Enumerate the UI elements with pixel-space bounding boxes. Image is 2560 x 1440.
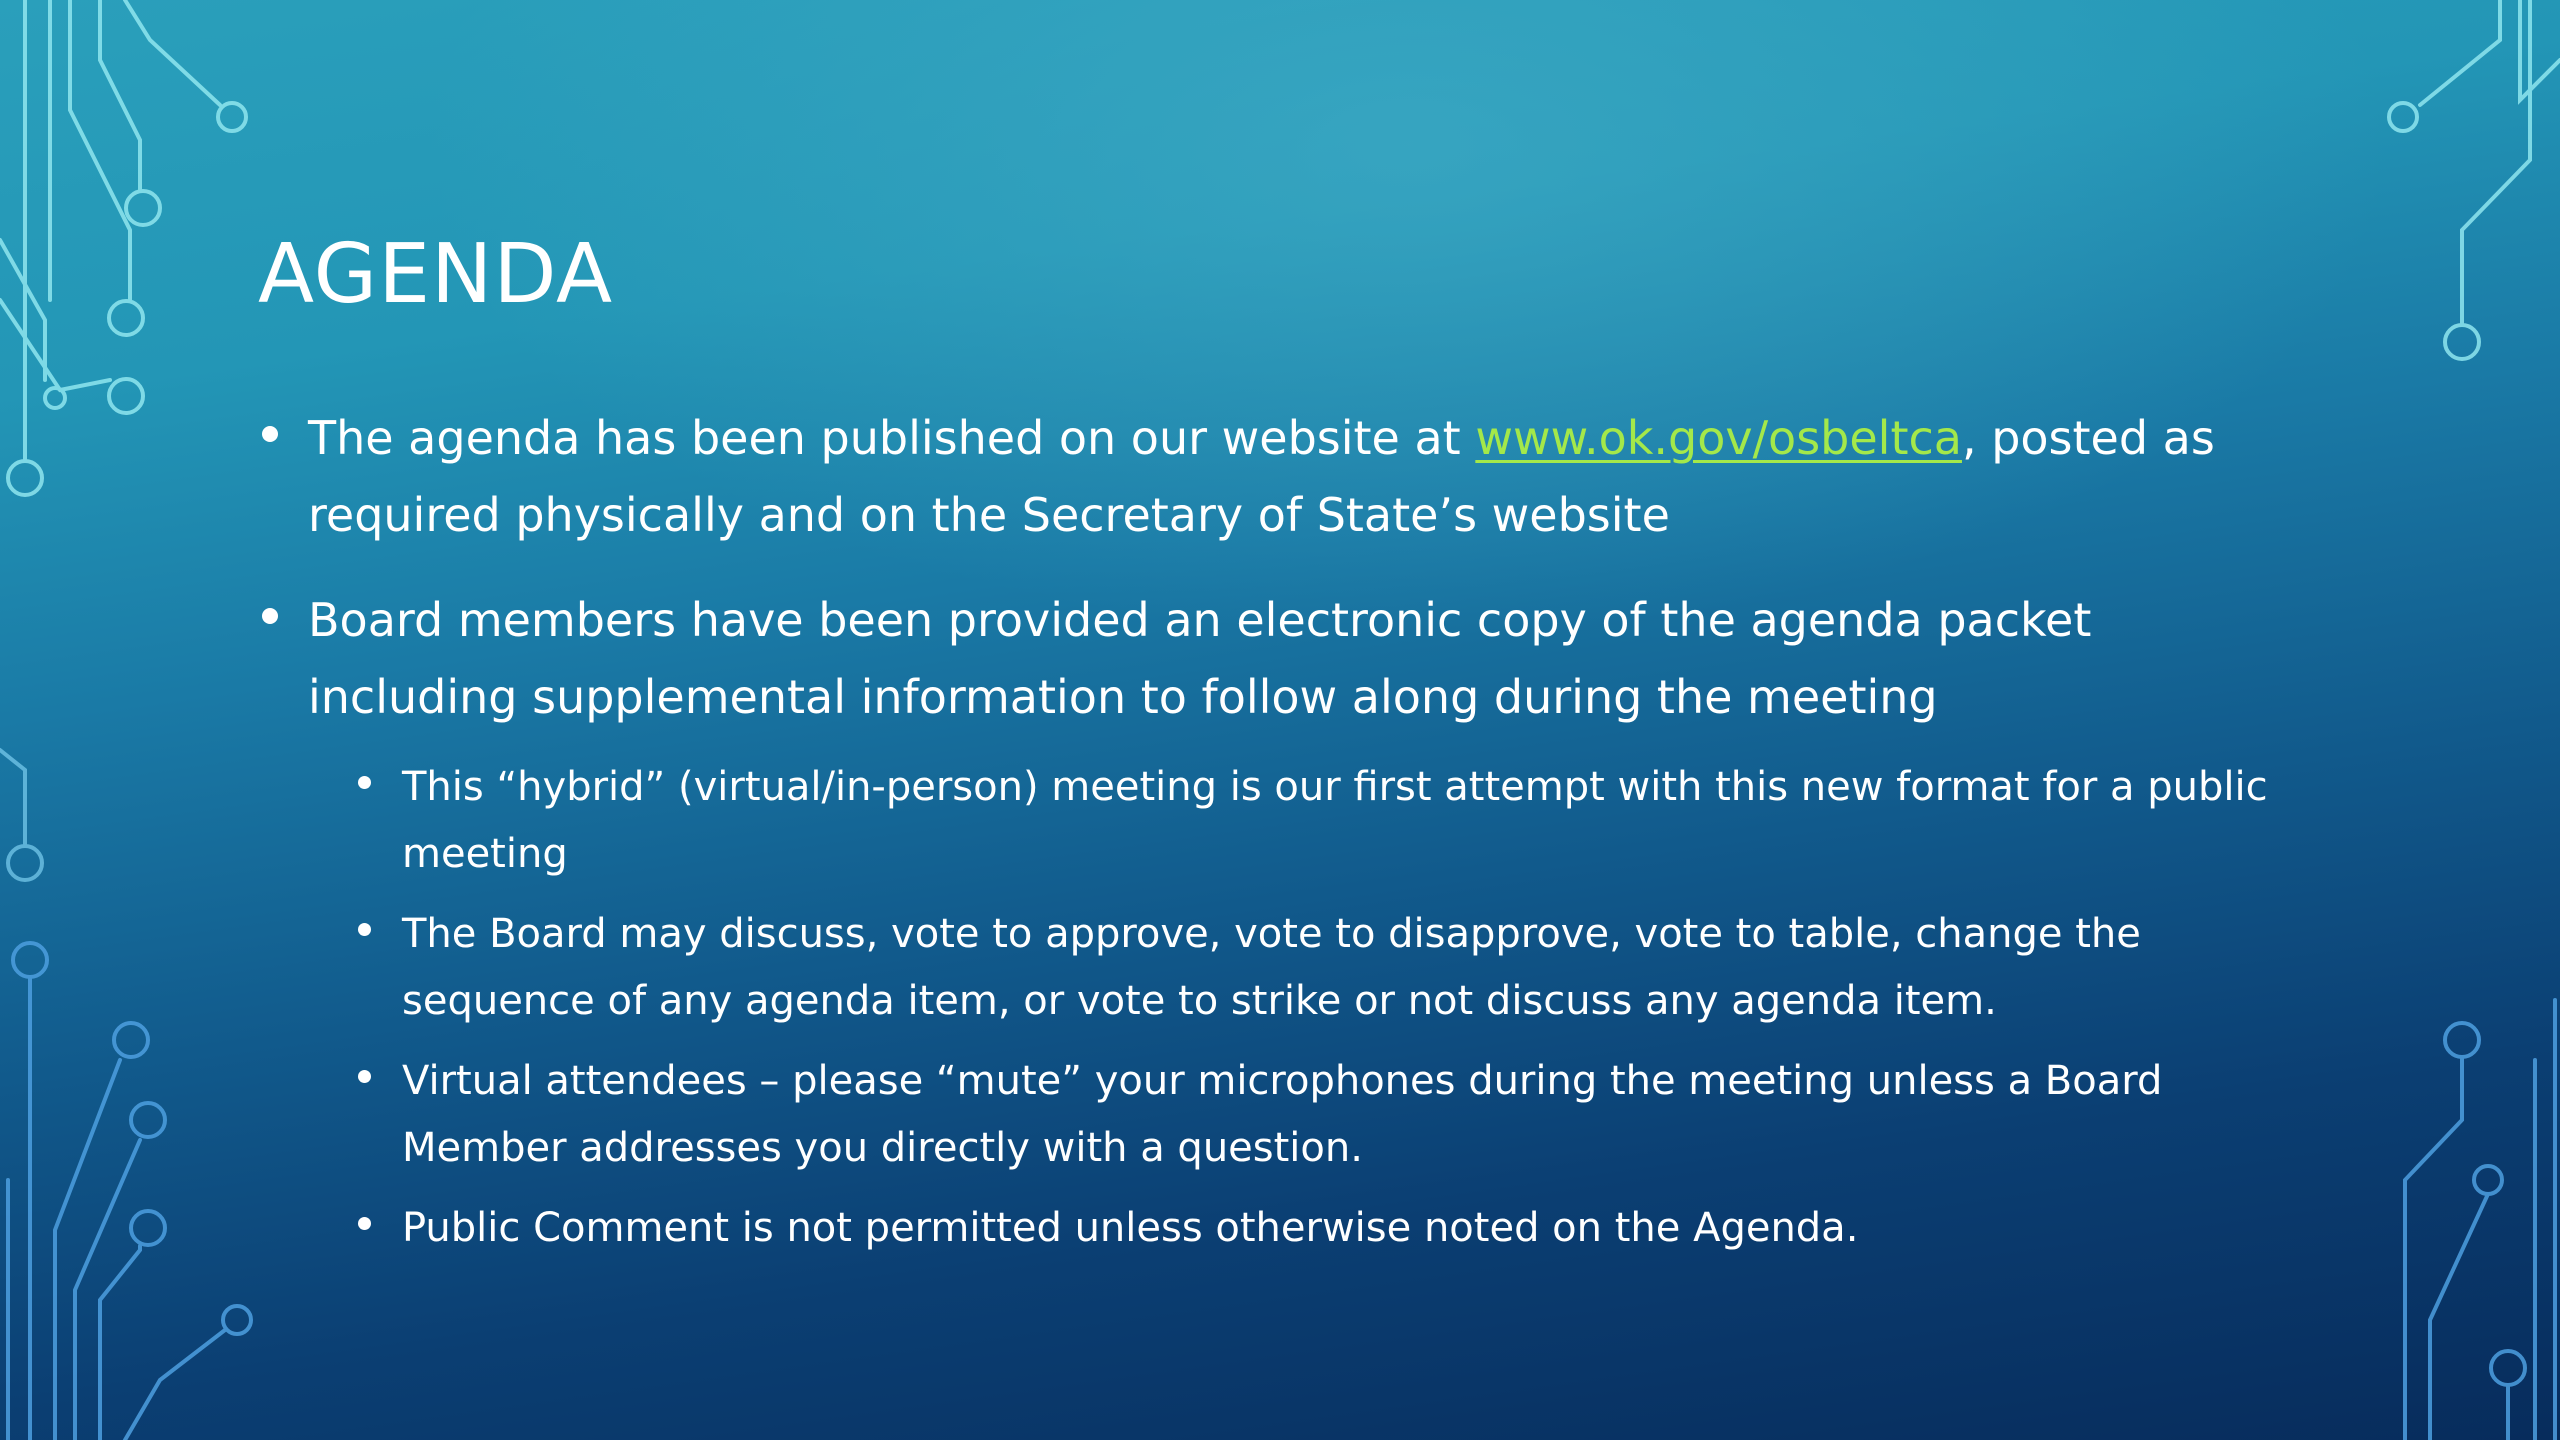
bullet-agenda-published bbox=[258, 400, 2278, 554]
sub-bullet-public-comment: Public Comment is not permitted unless otherwise noted on the Agenda. bbox=[354, 1195, 2278, 1262]
slide-content bbox=[258, 400, 2278, 1275]
sub-bullet-board-actions: The Board may discuss, vote to approve, vote to disapprove, vote to table, change the sequence of any agenda item, or vote to strike or not discuss any agenda item. bbox=[354, 901, 2278, 1035]
sub-bullet-virtual-attendees: Virtual attendees – please “mute” your microphones during the meeting unless a Board Member addresses you directly with a question. bbox=[354, 1048, 2278, 1182]
slide-title: AGENDA bbox=[258, 227, 614, 322]
sub-bullet-list bbox=[258, 754, 2278, 1262]
sub-bullet-hybrid-meeting: This “hybrid” (virtual/in-person) meeting is our first attempt with this new format for a public meeting bbox=[354, 754, 2278, 888]
bullet-text: , posted as required physically and on the Secretary of State’s website bbox=[308, 411, 2215, 542]
website-link[interactable]: www.ok.gov/osbeltca bbox=[1475, 411, 1962, 465]
bullet-text: Board members have been provided an electronic copy of the agenda packet including supplemental information to follow along during the meeting bbox=[308, 593, 2092, 724]
bullet-board-members bbox=[258, 582, 2278, 736]
bullet-text: The agenda has been published on our website at bbox=[308, 411, 1476, 465]
